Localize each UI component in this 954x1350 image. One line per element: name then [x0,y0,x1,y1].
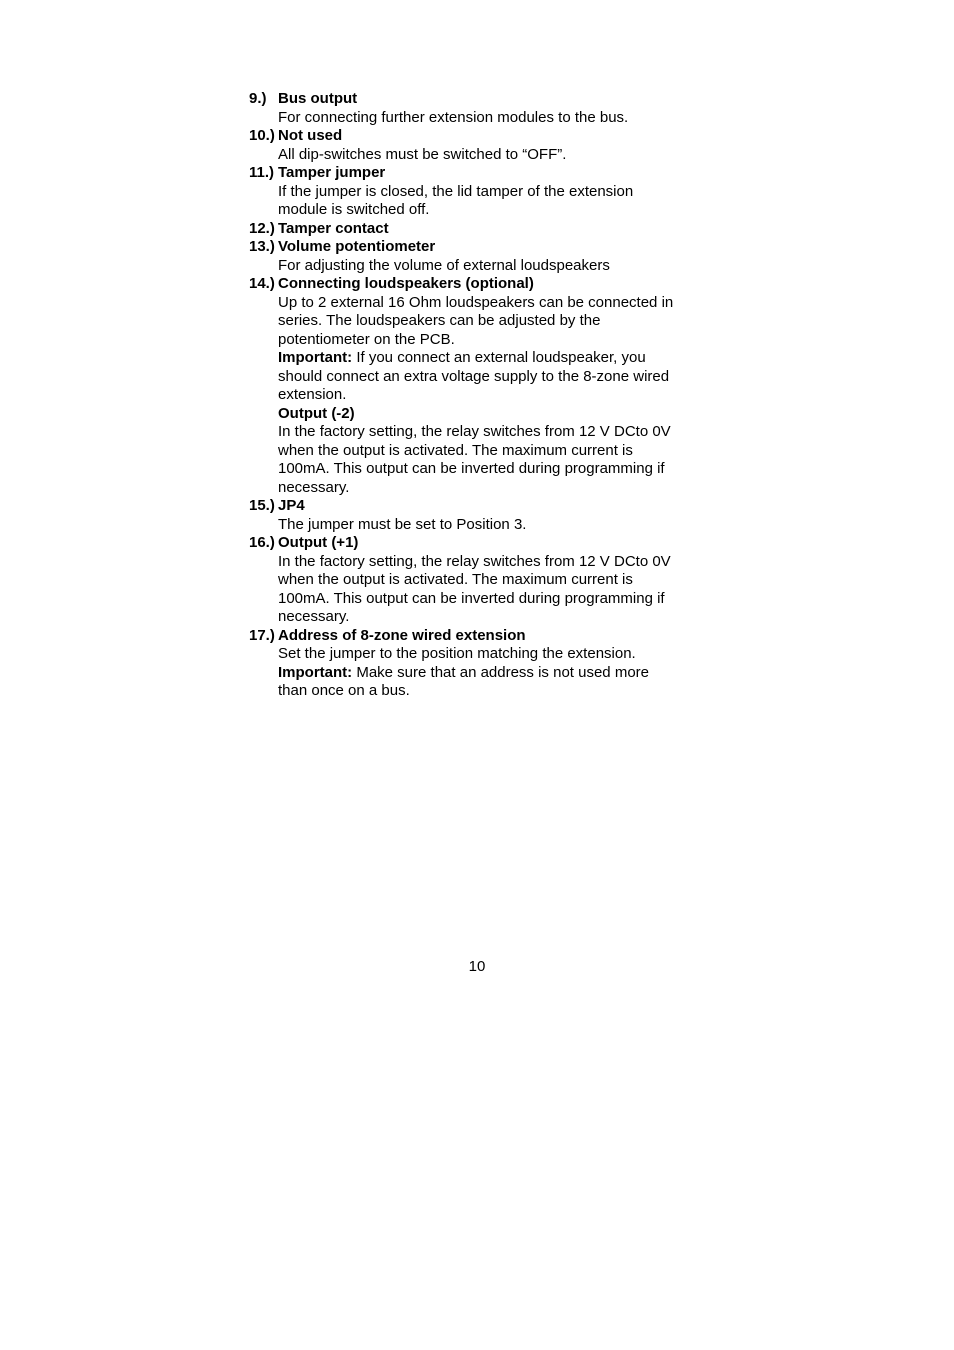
item-title: Output (+1) [278,534,359,551]
document-body [249,90,709,701]
page-number: 10 [468,958,486,975]
list-item [249,534,709,627]
output-label: Output (-2) [278,404,355,422]
item-number: 13.) [249,238,275,255]
item-number: 15.) [249,497,275,514]
item-number: 11.) [249,164,275,181]
item-title: Tamper jumper [278,164,386,181]
list-item [249,90,709,127]
item-paragraph: Set the jumper to the position matching the extension. [278,645,636,662]
item-number: 16.) [249,534,275,551]
item-paragraph: Up to 2 external 16 Ohm loudspeakers can be connected in series. The loudspeakers can be adjusted by the potentiometer on the PCB. [278,293,674,348]
item-paragraph: For adjusting the volume of external loudspeakers [278,256,610,274]
item-number: 10.) [249,127,275,144]
item-title: JP4 [278,497,305,514]
item-title: Tamper contact [278,219,389,237]
list-item [249,127,709,164]
item-number: 9.) [249,90,267,107]
item-title: Volume potentiometer [278,238,436,255]
item-number: 14.) [249,275,275,292]
item-title: Bus output [278,90,358,107]
item-paragraph: In the factory setting, the relay switches from 12 V DCto 0V when the output is activated. The maximum current is 100mA. This output can be inverted during programming if necessary. [278,552,671,625]
important-note: Important: Make sure that an address is not used more than once on a bus. [278,663,649,699]
item-title: Address of 8-zone wired extension [278,626,526,644]
list-item [249,220,709,239]
list-item [249,497,709,534]
list-item [249,627,709,701]
output-note: Output (-2) In the factory setting, the relay switches from 12 V DCto 0V when the output is activated. The maximum current is 100mA. This output can be inverted during programming if necessary. [278,404,671,496]
item-paragraph: All dip-switches must be switched to “OFF”. [278,145,567,163]
important-note: Important: If you connect an external loudspeaker, you should connect an extra voltage supply to the 8-zone wired extension. [278,349,670,403]
item-paragraph: If the jumper is closed, the lid tamper of the extension module is switched off. [278,182,634,218]
list-item [249,164,709,220]
list-item [249,275,709,497]
important-label: Important: [278,349,353,366]
item-number: 17.) [249,626,275,644]
item-paragraph: For connecting further extension modules to the bus. [278,108,629,126]
item-paragraph: The jumper must be set to Position 3. [278,515,527,533]
list-item [249,238,709,275]
item-title: Connecting loudspeakers (optional) [278,275,534,292]
item-number: 12.) [249,219,275,237]
item-title: Not used [278,127,343,144]
important-label: Important: [278,663,353,681]
